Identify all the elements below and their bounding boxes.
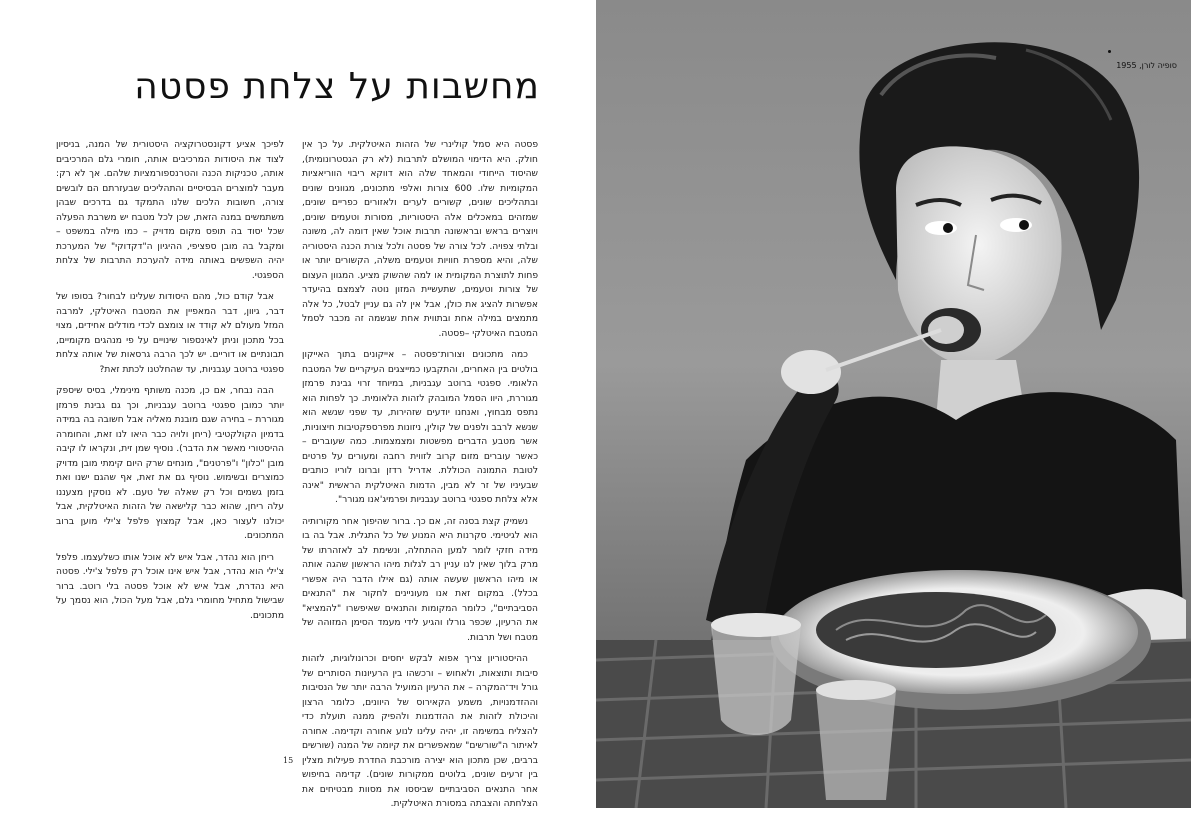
text-column-left xyxy=(56,138,284,630)
paragraph: פסטה היא סמל קולינרי של הזהות האיטלקית. על כך אין חולק. היא הדימוי המושלם לתרבות (לא רק הגסטרונומית), שהיסוד הייחודי והמאחד שלה הוא דווקא ריבוי הווריאציות המקומיות שלו. 600 צורות ואלפי מתכונים, מגוונים שונים ובתהליכים שונים, קשורים לערים ולאזורים כפריים שונים, שמזהים במאכלים אלה היסטוריות, מסורות וטעמים שונים, ויוצרים בראש ובראשונה תרבות אוכל שאין דומה לה, משונה ובלתי צפויה. לכל צורה של פסטה ולכל צורת הכנה היסטוריה שלה, והיא מספרת חוויות וטעמים משלה, הקשורים יותר או פחות לתוצרת המקומית או למה שהשוק מציע. המגוון העצום של צורות וטעמים, שתעשיית המזון נוטה לצמצם בהיעדר אפשרות להציג את כולן, אבל אין לה גם עניין לבטל, כל אלה מתמצים במילה אחת ובתווית אחת שגשמה זה מכבר לסמל המטבח האיטלקי –פסטה. xyxy=(302,140,538,339)
caption-marker-dot xyxy=(1108,50,1111,53)
page-number: 15 xyxy=(283,756,294,765)
text-column-right xyxy=(302,138,538,819)
paragraph: ההיסטוריון צריך אפוא לבקש יחסים וכרונולוגיות, לזהות סיבות ותוצאות, ולאחוש – ורכשהו בין הרעיונות הסותרים של גורל ויד־המקרה – את הרעיון המועיל הרבה יותר של הנסיבות וההזדמנויות, משמע הקאירוס של היוונים, כלומר הרצון והיכולת לזהות את ההזדמנות ולהפיק ממנה תועלת כדי להצליח במשימה זו, יהיה עלינו לנוע אחורה וקדימה. אחורה לאיתור ה"שורשים" שמאפשרים את קיומה של המנה (שורשים ברבים, שכן מתכון הוא יצירה מורכבת החדרת פעילות מצלין בין זרעים שונים, בלוטים ממקורות שונים). קדימה בחיפוש אחר התנאים הסביבתיים שביססו את מסוות מבטיחים את הצלחתה והצבתה במסורת האיטלקית. xyxy=(302,654,538,809)
paragraph: לפיכך אציע דקונסטרוקציה היסטורית של המנה, בניסיון לצוד את היסודות המרכיבים אותה, חומרי גלם המרכיבים אותה, טכניקות הכנה והטרנספורמציות שלהם. אך לא רק: מעבר למוצרים הבסיסיים והתהליכים שבעזרתם הם לובשים צורה, חשובות הלכים שלנו התמקד גם בדרכים שבהן משתמשים במנה הזאת, שכן לכל מטבח יש משרבת הפעלה שכל יסוד בה תופס מקום מדויק – כמו מילה במשפט – ומקבל בה מובן ספציפי, ההיגיון ה"דקדוקי" של המערכת יהיה השפשים באותה מידה להערכת התרבות של צלחת הספגטי. xyxy=(56,140,284,281)
paragraph: ריחן הוא נהדר, אבל איש לא אוכל אותו כשלעצמו. פלפל צ'ילי הוא נהדר, אבל איש אינו אוכל רק פלפל צ'ילי. פסטה היא נהדרת, אבל איש לא אוכל פסטה בלי רוטב. ברור שבישול מתחיל מחומרי גלם, אבל מעל הכול, הוא נסמך על מתכונים. xyxy=(56,552,284,621)
paragraph: הבה נבחר, אם כן, מכנה משותף מינימלי, בסיס שיספק יותר כמובן ספגטי ברוטב עגבניות, וכך גם גבינת פרמזן מגוררת – בחירה שגם מובנת מאליה אבל חשובה בה במידה בדמיון הקולקטיבי (ריחן ולויה כבר היאו לנו זאת, והחומרה ההיסטורי מאשר את הדבר). נוסיף שמן זית, ונקראו לו קיבה מובן "כלון" ו"פרטנים", מונחים שרק היום קימתי מובן מדויק כמוצרים ובשימוש. נוסיף גם את זאת, אף שהגם ישנו ואת בזמן גשמים וכל רק שאלה של טעם. לא נוסקין מצעננו עלה ריחן, שהוא כבר קלישאה של הזהות האיטלקית, אבל יכולנו לעצור כאן, אבל קמצוץ פלפל צ'ילי מוען ברוב המתכונים. xyxy=(56,386,284,541)
text-page xyxy=(0,0,596,808)
photo-illustration xyxy=(596,0,1191,808)
photograph xyxy=(596,0,1191,808)
paragraph: כמה מתכונים וצורות־פסטה – אייקונים בתוך האייקון בולטים בין האחרים, והתקבעו כמייצגים העיקריים של המטבח הלאומי. ספגטי ברוטב עגבניות, במיוחד זרוי גבינת פרמזן מגוררת, היוו הסמל המובהק לזהות הלאומית. כך לפחות הוא נתפס מבחוץ, ואנחנו יודעים שזהירות, עד שפני שנשא הוא שנשא לרבב ולפנים של קולין, ניזונות מפרספקטיבות חיצוניות, אשר מטבע הדברים מפשטות ומצמצמות. כמה שעוברים – כאשר עוברים מזום קרוב לזווית רחבה ומעורים על פרטים לטובת התמונה הכוללת. אדריל רדזן וברונו לוריו כותבים שבעיניו של זר לא מבין, הדמות האיטלקית הראשית "אינה אלא צלחת ספגטי ברוטב עגבניות ופרמיג'אנו מגורר". xyxy=(302,350,538,505)
paragraph: אבל קודם כול, מהם היסודות שעלינו לבחור? בסופו של דבר, גיוון, דבר המאפיין את המטבח האיטלקי, למרבה המזל מעולם לא קודד או צומצם לכדי מודלים אחידים, מצוי בכל מתכון וניתן לאינספור שינויים על פי מנהגים מקומיים, תבונתיים או דוריים. יש לכך הרבה גרסאות של אותה צלחת ספגטי ברוטב עגבניות, עד שהחלטנו לכתת זאת? xyxy=(56,292,284,375)
photo-caption: סופיה לורן, 1955 xyxy=(1116,61,1177,70)
article-title: מחשבות על צלחת פסטה xyxy=(134,66,540,107)
paragraph: נשמיק קצת בסנה זה, אם כך. ברור שהיפוך אחר מקורותיה הוא לגיטימי. סקרנות היא המנוע של כל התגלית. אבל בה בו מידה חזקי לומר למען ההתחלה, ונשימת לב לאזהרתו של מרק בלוך שאין לנו עניין רב לגלות מיהו הראשון שהגה אותה או מיהו הראשון שעשה אותה (גם אילו הדבר היה אפשרי בכלל). במקום זאת אנו מעוניינים לחקור את "התנאים הסביבתיים", כלומר המקומות והתנאים שאיפשרו "להמציא" את הרעיון, שכפר גורלו והגיע לידי מעמד הסימן המזוהה של מטבח ושל תרבות. xyxy=(302,516,538,643)
